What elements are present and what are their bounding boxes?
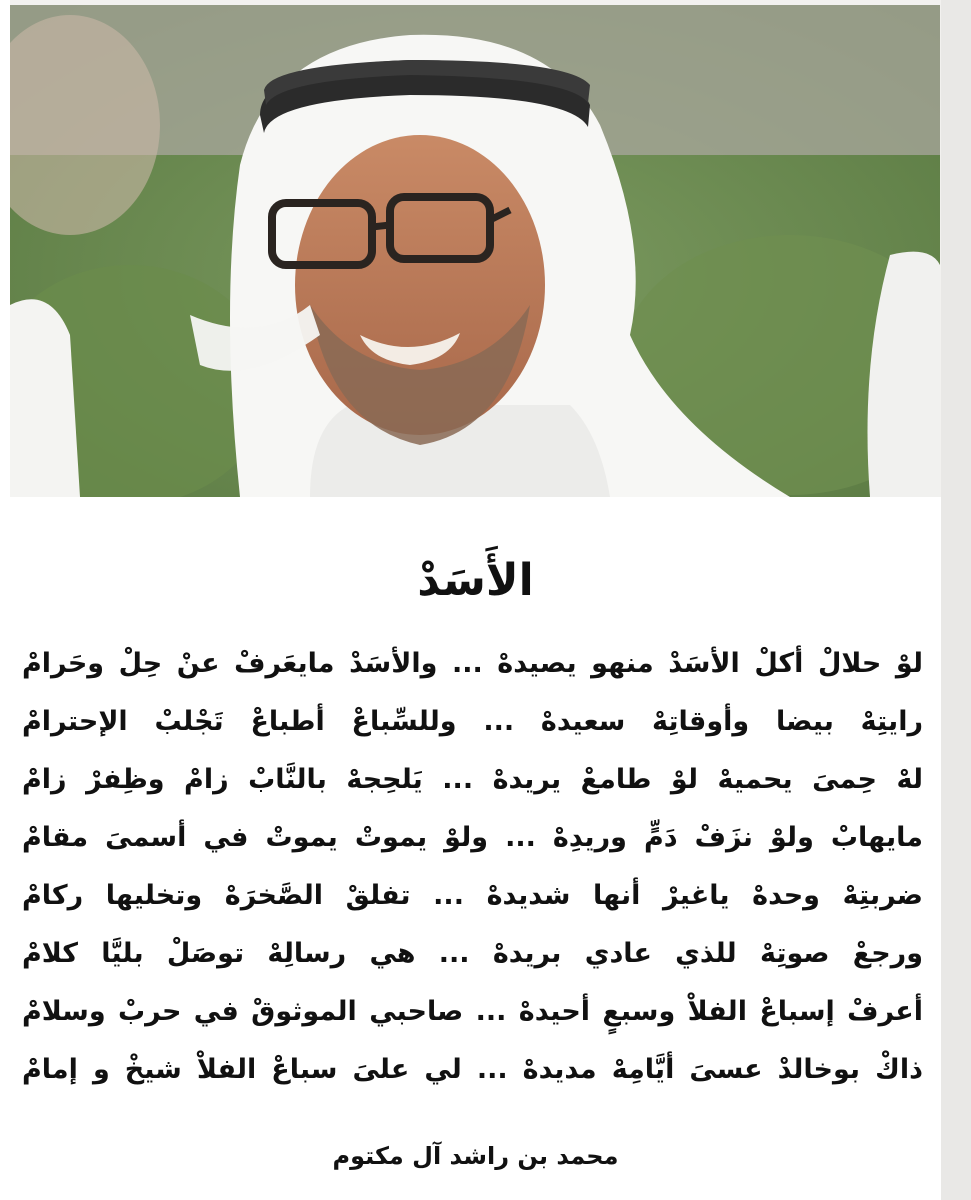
poem-lines <box>10 635 941 1099</box>
portrait-photo <box>10 5 940 497</box>
poem-line: ذاكْ بوخالدْ عسىَ أيَّامِهْ مديدهْ ... لي علىَ سباعْ الفلاْ شيخْ و إمامْ <box>22 1054 923 1085</box>
poem-line: مايهابْ ولوْ نزَفْ دَمٍّ وريدِهْ ... ولوْ يموتْ يموتْ في أسمىَ مقامْ <box>22 822 923 853</box>
poem-line: لوْ حلالْ أكلْ الأسَدْ منهو يصيدهْ ... والأسَدْ مايعَرفْ عنْ حِلْ وحَرامْ <box>22 648 923 679</box>
right-border <box>941 0 971 1200</box>
poem-line: ضربتِهْ وحدهْ ياغيرْ أنها شديدهْ ... تفلقْ الصَّخرَهْ وتخليها ركامْ <box>22 880 923 911</box>
poem-line: رايتِهْ بيضا وأوقاتِهْ سعيدهْ ... وللسِّباعْ أطباعْ تَجْلبْ الإحترامْ <box>22 706 923 737</box>
poem-author: محمد بن راشد آل مكتوم <box>332 1142 619 1170</box>
poem-title: الأَسَدْ <box>417 555 534 606</box>
left-border <box>0 0 10 1200</box>
poem-line: لهْ حِمىَ يحميهْ لوْ طامعْ يريدهْ ... يَلحِجهْ بالنَّابْ زامْ وظِفرْ زامْ <box>22 764 923 795</box>
portrait-illustration <box>10 5 940 497</box>
poem-line: ورجعْ صوتِهْ للذي عادي بريدهْ ... هي رسالِهْ توصَلْ بليَّا كلامْ <box>22 938 923 969</box>
poem-card <box>10 497 941 1200</box>
poem-line: أعرفْ إسباعْ الفلاْ وسبعٍ أحيدهْ ... صاحبي الموثوقْ في حربْ وسلامْ <box>22 996 923 1027</box>
